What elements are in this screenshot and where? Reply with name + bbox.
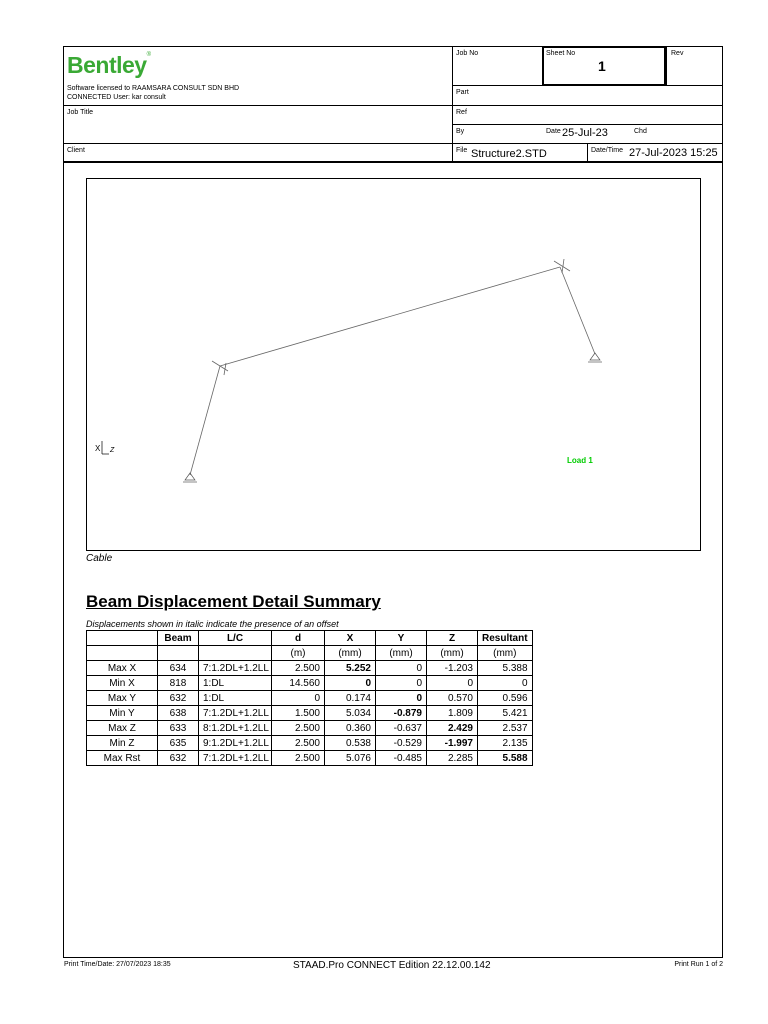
col-header: d [272, 631, 325, 646]
table-row [87, 691, 533, 706]
d-cell: 2.500 [272, 751, 325, 766]
summary-note: Displacements shown in italic indicate the presence of an offset [86, 619, 339, 629]
z-cell: 0.570 [427, 691, 478, 706]
displacement-table [86, 630, 533, 766]
footer-print-run: Print Run 1 of 2 [674, 961, 723, 968]
z-cell: -1.997 [427, 736, 478, 751]
unit-cell: (mm) [376, 646, 427, 661]
rev-label: Rev [671, 50, 684, 57]
unit-cell: (mm) [325, 646, 376, 661]
resultant-cell: 0.596 [478, 691, 533, 706]
x-cell: 5.034 [325, 706, 376, 721]
unit-cell: (mm) [478, 646, 533, 661]
lc-cell: 1:DL [199, 691, 272, 706]
table-units-row [87, 646, 533, 661]
col-header: Beam [158, 631, 199, 646]
summary-title: Beam Displacement Detail Summary [86, 592, 381, 611]
x-cell: 5.252 [325, 661, 376, 676]
table-row [87, 721, 533, 736]
row-label: Min X [87, 676, 158, 691]
col-header: L/C [199, 631, 272, 646]
unit-cell [199, 646, 272, 661]
license-line-1: Software licensed to RAAMSARA CONSULT SDN BHD [67, 85, 240, 92]
bentley-logo: Bentley® [67, 52, 151, 78]
job-no-label: Job No [456, 50, 479, 57]
chd-label: Chd [634, 128, 647, 135]
table-row [87, 676, 533, 691]
axis-triad-icon [102, 441, 109, 454]
sheet-no-label: Sheet No [546, 50, 576, 57]
y-cell: 0 [376, 676, 427, 691]
resultant-cell: 5.421 [478, 706, 533, 721]
datetime-label: Date/Time [591, 147, 624, 154]
d-cell: 1.500 [272, 706, 325, 721]
table-header-row [87, 631, 533, 646]
ref-label: Ref [456, 109, 467, 116]
axis-x-label: X [95, 444, 101, 453]
table-row [87, 736, 533, 751]
resultant-cell: 2.135 [478, 736, 533, 751]
y-cell: 0 [376, 691, 427, 706]
header-divider [666, 46, 667, 85]
row-label: Min Z [87, 736, 158, 751]
d-cell: 2.500 [272, 661, 325, 676]
sheet-no-value: 1 [598, 58, 606, 74]
header-line [63, 161, 723, 163]
z-cell: 2.285 [427, 751, 478, 766]
x-cell: 0.174 [325, 691, 376, 706]
header-line [63, 143, 723, 144]
diagram-caption: Cable [86, 553, 113, 564]
col-header: X [325, 631, 376, 646]
d-cell: 14.560 [272, 676, 325, 691]
lc-cell: 9:1.2DL+1.2LL [199, 736, 272, 751]
y-cell: -0.529 [376, 736, 427, 751]
license-line-2: CONNECTED User: kar consult [67, 94, 166, 101]
table-row [87, 661, 533, 676]
axis-z-label: Z [110, 447, 115, 454]
date-label: Date [546, 128, 561, 135]
col-header: Resultant [478, 631, 533, 646]
header-divider [587, 143, 588, 161]
x-cell: 0 [325, 676, 376, 691]
lc-cell: 1:DL [199, 676, 272, 691]
x-cell: 0.538 [325, 736, 376, 751]
lc-cell: 7:1.2DL+1.2LL [199, 661, 272, 676]
beam-cell: 632 [158, 751, 199, 766]
x-cell: 5.076 [325, 751, 376, 766]
unit-cell [158, 646, 199, 661]
beam-cell: 633 [158, 721, 199, 736]
x-cell: 0.360 [325, 721, 376, 736]
member-right-column [560, 267, 595, 354]
footer-edition: STAAD.Pro CONNECT Edition 22.12.00.142 [293, 960, 491, 971]
header-line [452, 124, 723, 125]
date-value: 25-Jul-23 [562, 127, 608, 139]
z-cell: 1.809 [427, 706, 478, 721]
lc-cell: 7:1.2DL+1.2LL [199, 706, 272, 721]
header-line [63, 105, 723, 106]
col-header: Y [376, 631, 427, 646]
file-label: File [456, 147, 468, 154]
row-label: Max Rst [87, 751, 158, 766]
pinned-support-icon [588, 353, 602, 362]
y-cell: -0.637 [376, 721, 427, 736]
resultant-cell: 5.588 [478, 751, 533, 766]
table-row [87, 751, 533, 766]
footer-print-time: Print Time/Date: 27/07/2023 18:35 [64, 961, 171, 968]
part-label: Part [456, 89, 469, 96]
by-label: By [456, 128, 465, 135]
unit-cell: (m) [272, 646, 325, 661]
col-header: Z [427, 631, 478, 646]
row-label: Max Z [87, 721, 158, 736]
member-left-column [190, 366, 220, 475]
brand-text: Bentley [67, 52, 147, 78]
lc-cell: 8:1.2DL+1.2LL [199, 721, 272, 736]
lc-cell: 7:1.2DL+1.2LL [199, 751, 272, 766]
beam-cell: 818 [158, 676, 199, 691]
y-cell: -0.879 [376, 706, 427, 721]
col-header [87, 631, 158, 646]
beam-cell: 634 [158, 661, 199, 676]
d-cell: 0 [272, 691, 325, 706]
beam-cell: 638 [158, 706, 199, 721]
resultant-cell: 0 [478, 676, 533, 691]
structure-drawing [87, 179, 700, 550]
member-rafter [220, 267, 560, 366]
y-cell: -0.485 [376, 751, 427, 766]
table-row [87, 706, 533, 721]
structure-viewport [86, 178, 701, 551]
z-cell: 0 [427, 676, 478, 691]
row-label: Max Y [87, 691, 158, 706]
unit-cell: (mm) [427, 646, 478, 661]
beam-cell: 635 [158, 736, 199, 751]
datetime-value: 27-Jul-2023 15:25 [629, 147, 718, 159]
file-value: Structure2.STD [471, 148, 547, 160]
y-cell: 0 [376, 661, 427, 676]
d-cell: 2.500 [272, 721, 325, 736]
d-cell: 2.500 [272, 736, 325, 751]
row-label: Min Y [87, 706, 158, 721]
z-cell: 2.429 [427, 721, 478, 736]
z-cell: -1.203 [427, 661, 478, 676]
beam-cell: 632 [158, 691, 199, 706]
load-label: Load 1 [567, 456, 593, 465]
unit-cell [87, 646, 158, 661]
resultant-cell: 2.537 [478, 721, 533, 736]
job-title-label: Job Title [67, 109, 94, 116]
client-label: Client [67, 147, 85, 154]
row-label: Max X [87, 661, 158, 676]
resultant-cell: 5.388 [478, 661, 533, 676]
